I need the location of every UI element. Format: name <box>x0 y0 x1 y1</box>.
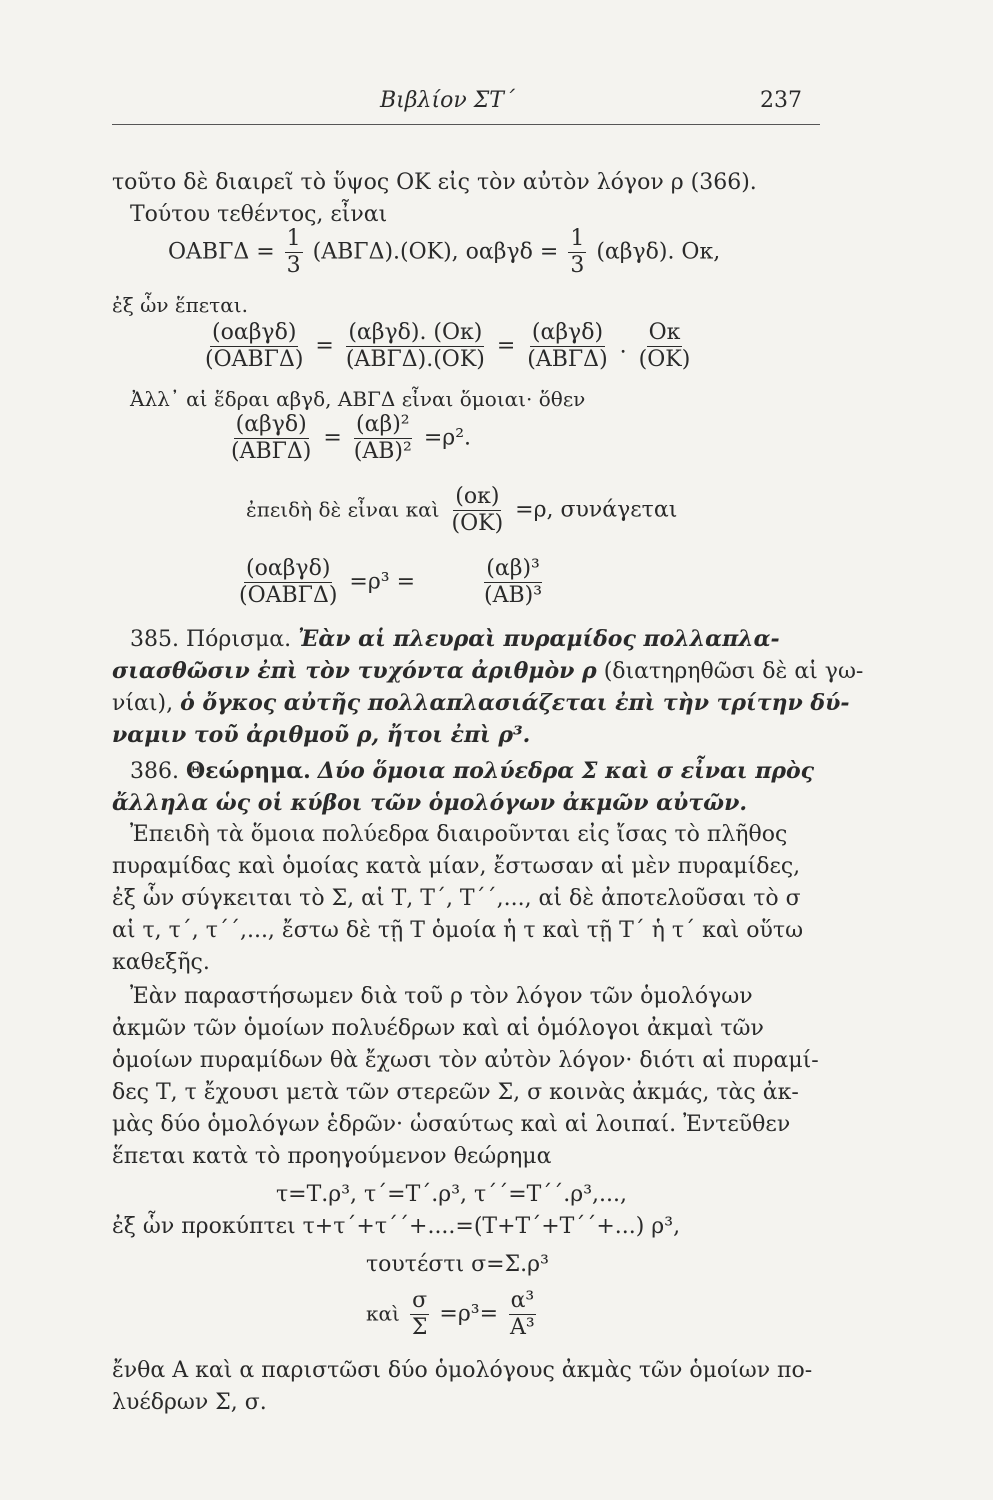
corollary-text: σιασθῶσιν ἐπὶ τὸν τυχόντα ἀριθμὸν ρ <box>112 658 597 684</box>
theorem-line <box>130 756 814 787</box>
corollary-line <box>112 688 849 719</box>
theorem-line: ἄλληλα ὡς οἱ κύβοι τῶν ὁμολόγων ἀκμῶν αὐτῶν. <box>112 790 747 816</box>
corollary-text: ὁ ὄγκος αὐτῆς πολλαπλασιάζεται ἐπὶ τὴν τρίτην δύ- <box>180 690 850 716</box>
fraction: $\frac{\text{(αβγδ)}}{\text{(ΑΒΓΔ)}}$ <box>231 412 312 464</box>
eq-part: =ρ³ = <box>349 569 416 595</box>
equation-faces: $\frac{\text{(αβγδ)}}{\text{(ΑΒΓΔ)}}$ = $\frac{\text{(αβ)²}}{\text{(ΑΒ)²}}$ =ρ². <box>231 412 472 464</box>
corollary-line <box>112 656 863 687</box>
body-line: ὁμοίων πυραμίδων θὰ ἔχωσι τὸν αὐτὸν λόγον· διότι αἱ πυραμί- <box>112 1048 819 1073</box>
eq-part: (ΑΒΓΔ).(ΟΚ), οαβγδ = <box>312 239 559 265</box>
fraction: $\frac{\text{α³}}{\text{Α³}}$ <box>510 1288 535 1340</box>
fraction: $\frac{\text{(οαβγδ)}}{\text{(ΟΑΒΓΔ)}}$ <box>239 556 338 608</box>
eq-part: ἐπειδὴ δὲ εἶναι καὶ <box>246 497 440 522</box>
body-line: ἔνθα Α καὶ α παριστῶσι δύο ὁμολόγους ἀκμὰς τῶν ὁμοίων πο- <box>112 1358 813 1383</box>
page-number: 237 <box>760 88 802 113</box>
equation-result <box>234 556 547 609</box>
fraction: $\frac{\text{(αβ)²}}{\text{(ΑΒ)²}}$ <box>353 412 412 464</box>
eq-part: =ρ, συνάγεται <box>515 497 678 523</box>
corollary-text: (διατηρηθῶσι δὲ αἱ γω- <box>603 659 864 684</box>
theorem-text: Δύο ὅμοια πολύεδρα Σ καὶ σ εἶναι πρὸς <box>317 758 815 784</box>
section-heading: Θεώρημα. <box>185 758 311 784</box>
running-header-title: Βιβλίον ΣΤ΄ <box>380 88 515 113</box>
corollary-text: Ἐὰν αἱ πλευραὶ πυραμίδος πολλαπλα- <box>298 626 780 652</box>
fraction: $\frac{\sigma}{\Sigma}$ <box>411 1288 428 1340</box>
body-line: ἀκμῶν τῶν ὁμοίων πολυέδρων καὶ αἱ ὁμόλογοι ἀκμαὶ τῶν <box>112 1016 764 1041</box>
equation-volume <box>168 226 720 279</box>
body-line: μὰς δύο ὁμολόγων ἑδρῶν· ὡσαύτως καὶ αἱ λοιπαί. Ἐντεῦθεν <box>112 1112 791 1137</box>
text-line: ἐξ ὧν ἕπεται. <box>112 293 248 317</box>
section-number: 386. <box>130 759 179 784</box>
equation-ratio: $\frac{\text{(οαβγδ)}}{\text{(ΟΑΒΓΔ)}}$ = $\frac{\text{(αβγδ). (Οκ)}}{\text{(ΑΒΓΔ).(ΟΚ)}}$ = $\frac{\text{(αβγδ)}}{\text{(ΑΒΓΔ)}}$ . $\frac{O\kappa}{(OK)}$ <box>205 320 691 372</box>
fraction: $\frac{O\kappa}{(OK)}$ <box>638 320 691 372</box>
body-line: καθεξῆς. <box>112 950 210 975</box>
corollary-line <box>130 624 780 655</box>
corollary-text: νίαι), <box>112 691 174 716</box>
body-line: αἱ τ, τ΄, τ΄΄,..., ἔστω δὲ τῇ Τ ὁμοία ἡ τ καὶ τῇ Τ΄ ἡ τ΄ καὶ οὕτω <box>112 918 804 943</box>
text-line: τοῦτο δὲ διαιρεῖ τὸ ὕψος ΟΚ εἰς τὸν αὐτὸν λόγον ρ (366). <box>112 170 757 195</box>
eq-part: καὶ <box>366 1301 400 1326</box>
corollary-line: ναμιν τοῦ ἀριθμοῦ ρ, ἤτοι ἐπὶ ρ³. <box>112 722 531 748</box>
section-number: 385. <box>130 627 179 652</box>
fraction: $\frac{\text{(οαβγδ)}}{\text{(ΟΑΒΓΔ)}}$ <box>205 320 304 372</box>
body-line: ἕπεται κατὰ τὸ προηγούμενον θεώρημα <box>112 1144 552 1169</box>
equation-final <box>366 1288 540 1341</box>
eq-part: ΟΑΒΓΔ = <box>168 239 275 265</box>
equation-pyramids: τ=Τ.ρ³, τ΄=Τ΄.ρ³, τ΄΄=Τ΄΄.ρ³,..., <box>276 1182 628 1207</box>
fraction: $\frac{\text{(αβγδ). (Οκ)}}{\text{(ΑΒΓΔ).(ΟΚ)}}$ <box>345 320 485 372</box>
fraction: $\frac{(o\kappa)}{(OK)}$ <box>451 484 504 536</box>
header-rule <box>112 124 820 125</box>
body-line: Ἐπειδὴ τὰ ὅμοια πολύεδρα διαιροῦνται εἰς ἴσας τὸ πλῆθος <box>130 822 788 847</box>
eq-part: =ρ³= <box>439 1301 499 1327</box>
section-heading: Πόρισμα. <box>185 627 292 652</box>
eq-part: (αβγδ). Οκ, <box>596 239 721 265</box>
body-line: δες Τ, τ ἔχουσι μετὰ τῶν στερεῶν Σ, σ κοινὰς ἀκμάς, τὰς ἀκ- <box>112 1080 799 1105</box>
text-line: Ἀλλ᾽ αἱ ἕδραι αβγδ, ΑΒΓΔ εἶναι ὅμοιαι· ὅθεν <box>130 387 586 411</box>
fraction: $\frac{\text{(αβγδ)}}{\text{(ΑΒΓΔ)}}$ <box>527 320 608 372</box>
fraction: $\frac{\text{(αβ)³}}{\text{(ΑΒ)³}}$ <box>484 556 543 608</box>
body-line: Ἐὰν παραστήσωμεν διὰ τοῦ ρ τὸν λόγον τῶν ὁμολόγων <box>130 984 753 1009</box>
eq-part: =ρ². <box>423 425 472 451</box>
text-line: Τούτου τεθέντος, εἶναι <box>130 202 388 227</box>
body-line: ἐξ ὧν σύγκειται τὸ Σ, αἱ Τ, Τ΄, Τ΄΄,..., αἱ δὲ ἀποτελοῦσαι τὸ σ <box>112 886 801 911</box>
fraction: $\frac{1}{3}$ <box>286 226 301 278</box>
body-line: πυραμίδας καὶ ὁμοίας κατὰ μίαν, ἔστωσαν αἱ μὲν πυραμίδες, <box>112 854 801 879</box>
equation-height <box>246 484 677 537</box>
fraction: $\frac{1}{3}$ <box>570 226 585 278</box>
body-line: λυέδρων Σ, σ. <box>112 1390 267 1415</box>
equation-volumes: τουτέστι σ=Σ.ρ³ <box>366 1252 549 1277</box>
equation-sum: ἐξ ὧν προκύπτει τ+τ΄+τ΄΄+....=(Τ+Τ΄+Τ΄΄+...) ρ³, <box>112 1214 681 1239</box>
